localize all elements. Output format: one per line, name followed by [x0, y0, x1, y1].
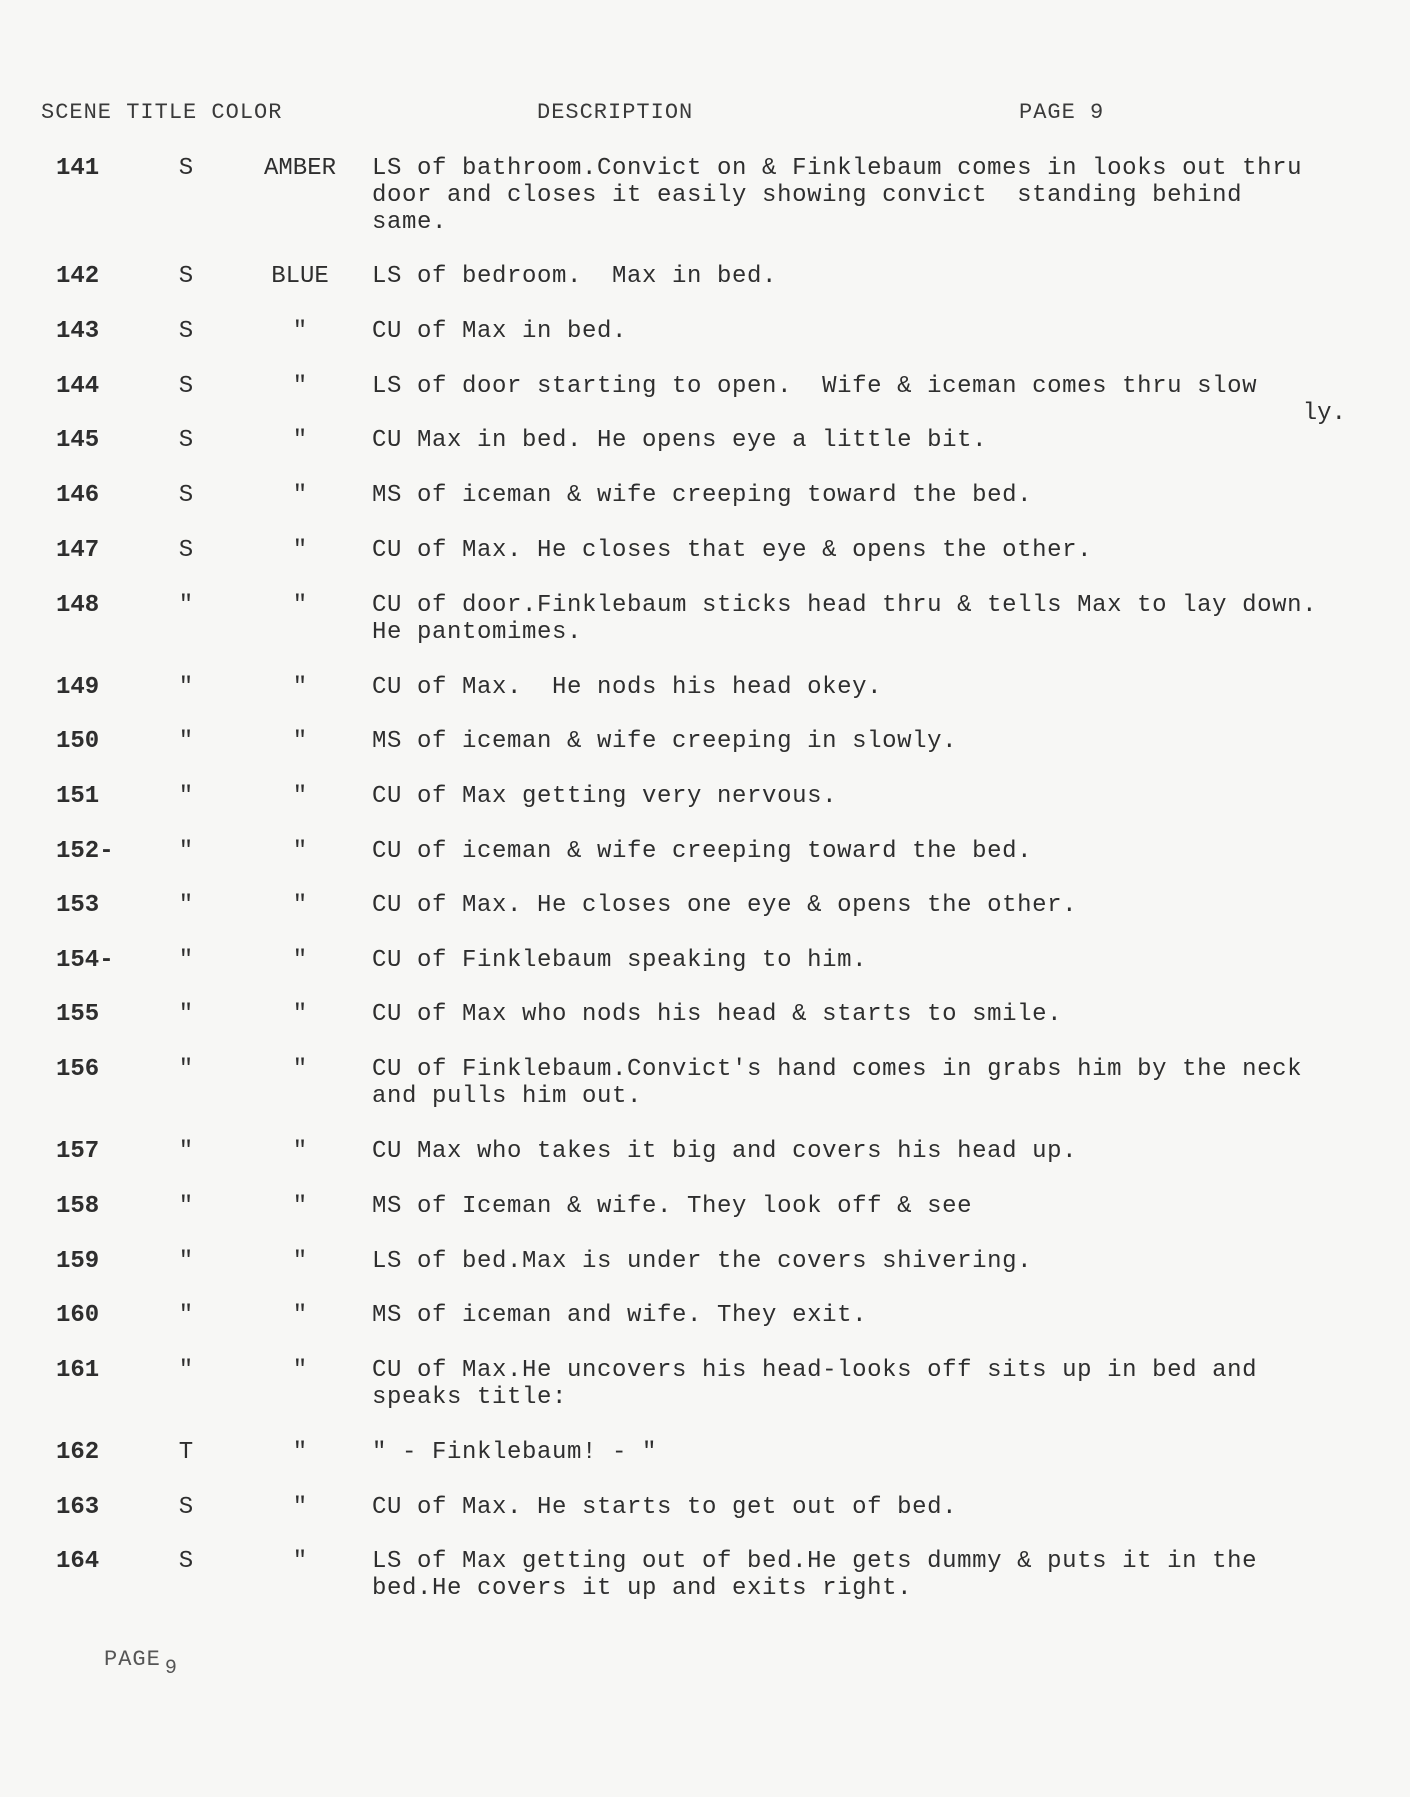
scene-row	[0, 728, 1410, 755]
scene-number: 159	[56, 1248, 100, 1275]
scene-number: 152-	[56, 838, 114, 865]
scene-description: MS of iceman and wife. They exit.	[372, 1302, 868, 1329]
scene-description: CU of iceman & wife creeping toward the bed.	[372, 838, 1033, 865]
tint-color: "	[292, 892, 308, 919]
tint-color: AMBER	[263, 155, 336, 182]
scene-row	[0, 1302, 1410, 1329]
scene-row	[0, 1193, 1410, 1220]
title-flag: S	[178, 427, 194, 454]
tint-color: "	[292, 1193, 308, 1220]
scene-description: CU of Max. He closes that eye & opens the other.	[372, 537, 1093, 564]
scene-description: MS of iceman & wife creeping in slowly.	[372, 728, 958, 755]
scene-description: MS of iceman & wife creeping toward the bed.	[372, 482, 1033, 509]
scene-description: CU of Max. He starts to get out of bed.	[372, 1494, 958, 1521]
title-flag: "	[178, 892, 194, 919]
tint-color: "	[292, 482, 308, 509]
tint-color: "	[292, 1357, 308, 1384]
tint-color: "	[292, 674, 308, 701]
tint-color: "	[292, 1302, 308, 1329]
scene-description: CU of Max. He closes one eye & opens the other.	[372, 892, 1078, 919]
scene-description: CU of Finklebaum speaking to him.	[372, 947, 868, 974]
scene-row	[0, 783, 1410, 810]
scene-row	[0, 947, 1410, 974]
scene-row	[0, 1548, 1410, 1602]
scene-description: CU of Finklebaum.Convict's hand comes in grabs him by the neck and pulls him out.	[372, 1056, 1318, 1110]
scene-row	[0, 1357, 1410, 1411]
tint-color: "	[292, 1494, 308, 1521]
scene-row	[0, 838, 1410, 865]
scene-number: 141	[56, 155, 100, 182]
tint-color: "	[292, 1056, 308, 1083]
scene-description: CU of Max getting very nervous.	[372, 783, 838, 810]
scene-description: CU of door.Finklebaum sticks head thru & tells Max to lay down. He pantomimes.	[372, 592, 1348, 646]
scene-row	[0, 1248, 1410, 1275]
scene-description: CU Max in bed. He opens eye a little bit.	[372, 427, 988, 454]
title-flag: T	[178, 1439, 194, 1466]
scene-row	[0, 1439, 1410, 1466]
scene-number: 162	[56, 1439, 100, 1466]
scene-row	[0, 1494, 1410, 1521]
title-flag: S	[178, 318, 194, 345]
tint-color: "	[292, 427, 308, 454]
scene-number: 156	[56, 1056, 100, 1083]
footer-number: 9	[164, 1657, 178, 1680]
scene-description: CU of Max. He nods his head okey.	[372, 674, 883, 701]
scene-row	[0, 537, 1410, 564]
title-flag: "	[178, 1248, 194, 1275]
title-flag: "	[178, 1138, 194, 1165]
title-flag: S	[178, 263, 194, 290]
title-flag: "	[178, 728, 194, 755]
scene-number: 155	[56, 1001, 100, 1028]
scene-number: 161	[56, 1357, 100, 1384]
tint-color: "	[292, 318, 308, 345]
tint-color: "	[292, 838, 308, 865]
scene-row	[0, 1001, 1410, 1028]
scene-description: LS of bedroom. Max in bed.	[372, 263, 778, 290]
scene-number: 143	[56, 318, 100, 345]
column-headers: SCENE TITLE COLOR	[41, 100, 283, 125]
tint-color: "	[292, 592, 308, 619]
scene-number: 147	[56, 537, 100, 564]
title-flag: S	[178, 1548, 194, 1575]
tint-color: "	[292, 1439, 308, 1466]
scene-row	[0, 592, 1410, 646]
scene-description: LS of bed.Max is under the covers shivering.	[372, 1248, 1033, 1275]
scene-number: 160	[56, 1302, 100, 1329]
footer-label: PAGE	[104, 1647, 161, 1672]
scene-row	[0, 1056, 1410, 1110]
tint-color: "	[292, 1548, 308, 1575]
scene-number: 146	[56, 482, 100, 509]
scene-row	[0, 373, 1410, 427]
scene-number: 149	[56, 674, 100, 701]
tint-color: BLUE	[271, 263, 329, 290]
scene-number: 148	[56, 592, 100, 619]
scene-row	[0, 155, 1410, 236]
scene-row	[0, 427, 1410, 454]
scene-row	[0, 263, 1410, 290]
title-flag: "	[178, 1056, 194, 1083]
tint-color: "	[292, 537, 308, 564]
title-flag: "	[178, 1357, 194, 1384]
title-flag: S	[178, 482, 194, 509]
scene-number: 150	[56, 728, 100, 755]
scene-number: 142	[56, 263, 100, 290]
page-footer	[104, 1647, 178, 1680]
title-flag: S	[178, 155, 194, 182]
scene-row	[0, 318, 1410, 345]
scene-number: 163	[56, 1494, 100, 1521]
tint-color: "	[292, 947, 308, 974]
title-flag: S	[178, 373, 194, 400]
title-flag: "	[178, 1302, 194, 1329]
scene-row	[0, 674, 1410, 701]
scene-description: CU of Max who nods his head & starts to smile.	[372, 1001, 1063, 1028]
tint-color: "	[292, 373, 308, 400]
description-continuation: ly.	[1302, 400, 1346, 427]
tint-color: "	[292, 728, 308, 755]
scene-description: LS of Max getting out of bed.He gets dummy & puts it in the bed.He covers it up and exits right.	[372, 1548, 1273, 1602]
title-flag: "	[178, 947, 194, 974]
title-flag: "	[178, 674, 194, 701]
scene-number: 145	[56, 427, 100, 454]
title-flag: "	[178, 1193, 194, 1220]
description-header: DESCRIPTION	[537, 100, 694, 125]
title-flag: "	[178, 783, 194, 810]
scene-number: 158	[56, 1193, 100, 1220]
scene-description: " - Finklebaum! - "	[372, 1439, 658, 1466]
title-flag: "	[178, 1001, 194, 1028]
scene-description: LS of bathroom.Convict on & Finklebaum comes in looks out thru door and closes it easily showing convict standing behind same.	[372, 155, 1318, 236]
scene-number: 157	[56, 1138, 100, 1165]
scene-number: 154-	[56, 947, 114, 974]
title-flag: S	[178, 1494, 194, 1521]
scene-number: 164	[56, 1548, 100, 1575]
title-flag: "	[178, 838, 194, 865]
tint-color: "	[292, 1138, 308, 1165]
scene-row	[0, 482, 1410, 509]
scene-number: 153	[56, 892, 100, 919]
scene-description: CU Max who takes it big and covers his head up.	[372, 1138, 1078, 1165]
title-flag: "	[178, 592, 194, 619]
scene-description: CU of Max in bed.	[372, 318, 628, 345]
scene-description: MS of Iceman & wife. They look off & see	[372, 1193, 973, 1220]
scene-description: LS of door starting to open. Wife & iceman comes thru slow	[372, 373, 1258, 400]
scene-description: CU of Max.He uncovers his head-looks off sits up in bed and speaks title:	[372, 1357, 1273, 1411]
scene-row	[0, 1138, 1410, 1165]
tint-color: "	[292, 783, 308, 810]
scene-number: 144	[56, 373, 100, 400]
scene-number: 151	[56, 783, 100, 810]
title-flag: S	[178, 537, 194, 564]
tint-color: "	[292, 1001, 308, 1028]
scene-row	[0, 892, 1410, 919]
page-number-header: PAGE 9	[1019, 100, 1105, 125]
tint-color: "	[292, 1248, 308, 1275]
